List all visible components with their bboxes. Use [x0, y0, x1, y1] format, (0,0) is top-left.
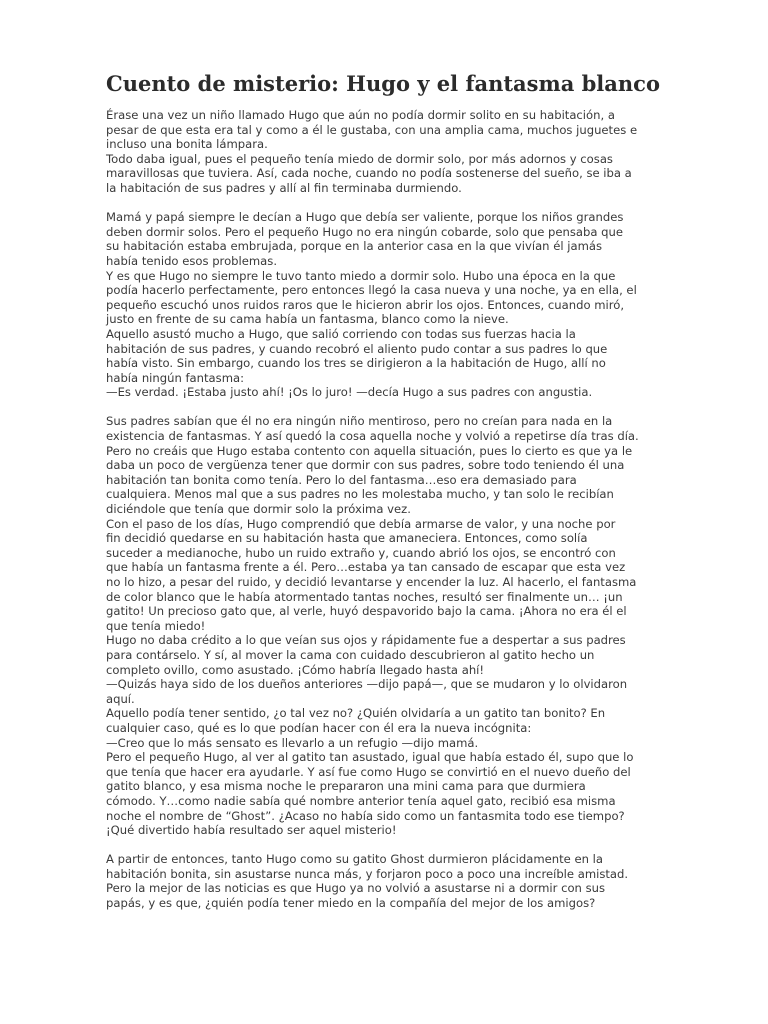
- text-line: —Creo que lo más sensato es llevarlo a un refugio —dijo mamá.: [106, 735, 479, 750]
- text-line: la habitación de sus padres y allí al fin terminaba durmiendo.: [106, 180, 462, 195]
- text-line: había visto. Sin embargo, cuando los tres se dirigieron a la habitación de Hugo, allí no: [106, 356, 606, 371]
- text-line: cualquiera. Menos mal que a sus padres no les molestaba mucho, y tan solo le recibían: [106, 487, 614, 502]
- text-line: Pero no creáis que Hugo estaba contento con aquella situación, pues lo cierto es que ya le: [106, 443, 633, 458]
- story-paragraph: [106, 414, 666, 837]
- text-line: noche el nombre de “Ghost”. ¿Acaso no había sido como un fantasmita todo ese tiempo?: [106, 808, 625, 823]
- text-line: completo ovillo, como asustado. ¡Cómo habría llegado hasta ahí!: [106, 662, 485, 677]
- text-line: Pero el pequeño Hugo, al ver al gatito tan asustado, igual que había estado él, supo que lo: [106, 750, 634, 765]
- text-line: deben dormir solos. Pero el pequeño Hugo no era ningún cobarde, solo que pensaba que: [106, 224, 624, 239]
- story-paragraph: [106, 210, 666, 400]
- text-line: había ningún fantasma:: [106, 370, 245, 385]
- text-line: no lo hizo, a pesar del ruido, y decidió levantarse y encender la luz. Al hacerlo, el fantasma: [106, 575, 637, 589]
- text-line: Érase una vez un niño llamado Hugo que aún no podía dormir solito en su habitación, a: [106, 108, 615, 122]
- text-line: cualquier caso, qué es lo que podían hacer con él era la nueva incógnita:: [106, 720, 532, 735]
- text-line: pequeño escuchó unos ruidos raros que le hicieron abrir los ojos. Entonces, cuando miró,: [106, 297, 625, 312]
- text-line: suceder a medianoche, hubo un ruido extraño y, cuando abrió los ojos, se encontró con: [106, 545, 616, 560]
- text-line: Sus padres sabían que él no era ningún niño mentiroso, pero no creían para nada en la: [106, 414, 613, 429]
- story-body: [106, 108, 666, 911]
- text-line: —Es verdad. ¡Estaba justo ahí! ¡Os lo juro! —decía Hugo a sus padres con angustia.: [106, 385, 593, 400]
- text-line: daba un poco de vergüenza tener que dormir con sus padres, sobre todo teniendo él una: [106, 458, 625, 473]
- text-line: existencia de fantasmas. Y así quedó la cosa aquella noche y volvió a repetirse día tras día.: [106, 429, 639, 444]
- text-line: su habitación estaba embrujada, porque en la anterior casa en la que vivían él jamás: [106, 239, 603, 254]
- text-line: papás, y es que, ¿quién podía tener miedo en la compañía del mejor de los amigos?: [106, 896, 596, 911]
- text-line: aquí.: [106, 691, 135, 706]
- text-line: podía hacerlo perfectamente, pero entonces llegó la casa nueva y una noche, ya en ella, el: [106, 283, 637, 298]
- text-line: Todo daba igual, pues el pequeño tenía miedo de dormir solo, por más adornos y cosas: [106, 151, 613, 166]
- text-line: Aquello asustó mucho a Hugo, que salió corriendo con todas sus fuerzas hacia la: [106, 326, 576, 341]
- document-title: Cuento de misterio: Hugo y el fantasma blanco: [106, 71, 660, 96]
- text-line: que tenía que hacer era ayudarle. Y así fue como Hugo se convirtió en el nuevo dueño del: [106, 764, 631, 779]
- text-line: pesar de que esta era tal y como a él le gustaba, con una amplia cama, muchos juguetes e: [106, 122, 638, 137]
- text-line: que había un fantasma frente a él. Pero…estaba ya tan cansado de escapar que esta vez: [106, 560, 626, 575]
- text-line: habitación bonita, sin asustarse nunca más, y forjaron poco a poco una increíble amistad.: [106, 866, 629, 881]
- text-line: maravillosas que tuviera. Así, cada noche, cuando no podía sostenerse del sueño, se iba a: [106, 166, 632, 181]
- story-paragraph: [106, 108, 666, 196]
- text-line: Pero la mejor de las noticias es que Hugo ya no volvió a asustarse ni a dormir con sus: [106, 881, 606, 896]
- text-line: Hugo no daba crédito a lo que veían sus ojos y rápidamente fue a despertar a sus padres: [106, 633, 626, 648]
- text-line: justo en frente de su cama había un fantasma, blanco como la nieve.: [106, 312, 509, 327]
- text-line: habitación tan bonita como tenía. Pero lo del fantasma…eso era demasiado para: [106, 472, 577, 487]
- text-line: cómodo. Y…como nadie sabía qué nombre anterior tenía aquel gato, recibió esa misma: [106, 793, 616, 808]
- story-paragraph: [106, 852, 666, 910]
- text-line: A partir de entonces, tanto Hugo como su gatito Ghost durmieron plácidamente en la: [106, 852, 603, 867]
- text-line: fin decidió quedarse en su habitación hasta que amaneciera. Entonces, como solía: [106, 531, 588, 546]
- text-line: que tenía miedo!: [106, 618, 206, 633]
- text-line: Mamá y papá siempre le decían a Hugo que debía ser valiente, porque los niños grandes: [106, 210, 624, 225]
- text-line: había tenido esos problemas.: [106, 253, 278, 268]
- text-line: para contárselo. Y sí, al mover la cama con cuidado descubrieron al gatito hecho un: [106, 647, 595, 662]
- text-line: gatito blanco, y esa misma noche le prepararon una mini cama para que durmiera: [106, 779, 586, 794]
- text-line: Con el paso de los días, Hugo comprendió que debía armarse de valor, y una noche por: [106, 516, 616, 531]
- text-line: gatito! Un precioso gato que, al verle, huyó despavorido bajo la cama. ¡Ahora no era él el: [106, 604, 627, 619]
- text-line: diciéndole que tenía que dormir solo la próxima vez.: [106, 502, 411, 517]
- text-line: incluso una bonita lámpara.: [106, 137, 268, 152]
- text-line: ¡Qué divertido había resultado ser aquel misterio!: [106, 823, 397, 838]
- text-line: Y es que Hugo no siempre le tuvo tanto miedo a dormir solo. Hubo una época en la que: [106, 268, 616, 283]
- text-line: habitación de sus padres, y cuando recobró el aliento pudo contar a sus padres lo que: [106, 341, 608, 356]
- text-line: Aquello podía tener sentido, ¿o tal vez no? ¿Quién olvidaría a un gatito tan bonito? En: [106, 706, 606, 721]
- text-line: de color blanco que le había atormentado tantas noches, resultó ser finalmente un… ¡un: [106, 589, 623, 604]
- text-line: —Quizás haya sido de los dueños anteriores —dijo papá—, que se mudaron y lo olvidaron: [106, 677, 628, 692]
